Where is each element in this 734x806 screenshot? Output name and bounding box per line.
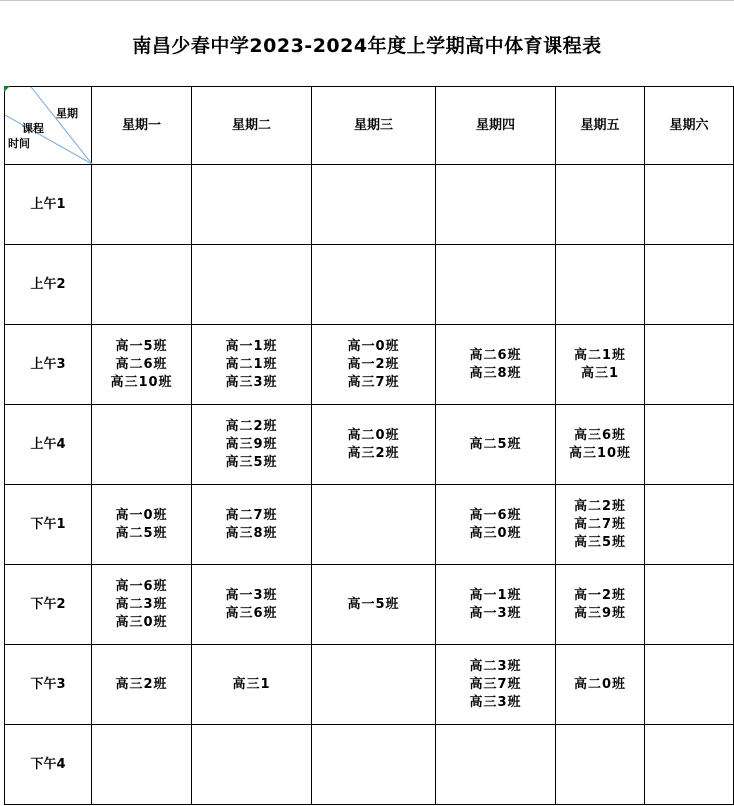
schedule-cell[interactable] bbox=[92, 645, 192, 725]
day-header-tuesday[interactable]: 星期二 bbox=[192, 87, 312, 165]
class-entry: 高二7班 bbox=[225, 507, 278, 523]
class-entry: 高二0班 bbox=[347, 427, 400, 443]
schedule-cell[interactable] bbox=[312, 325, 436, 405]
table-row bbox=[5, 485, 734, 565]
class-entry: 高一3班 bbox=[225, 587, 278, 603]
class-entry: 高二3班 bbox=[469, 658, 522, 674]
day-header-saturday[interactable]: 星期六 bbox=[645, 87, 734, 165]
day-header-monday[interactable]: 星期一 bbox=[92, 87, 192, 165]
schedule-cell[interactable] bbox=[556, 165, 645, 245]
schedule-cell[interactable] bbox=[645, 325, 734, 405]
class-entry: 高一2班 bbox=[347, 356, 400, 372]
class-entry: 高二1班 bbox=[573, 347, 627, 363]
class-entry: 高三0班 bbox=[469, 525, 522, 541]
schedule-cell[interactable] bbox=[92, 565, 192, 645]
schedule-cell[interactable] bbox=[436, 485, 556, 565]
table-row bbox=[5, 405, 734, 485]
class-entry: 高一0班 bbox=[347, 338, 400, 354]
schedule-cell[interactable] bbox=[645, 245, 734, 325]
time-slot-label[interactable]: 上午3 bbox=[5, 325, 92, 405]
class-entry: 高三8班 bbox=[225, 525, 278, 541]
class-entry: 高二0班 bbox=[573, 676, 627, 692]
schedule-cell[interactable] bbox=[436, 245, 556, 325]
class-entry: 高三0班 bbox=[115, 614, 168, 630]
class-entry: 高三10班 bbox=[110, 374, 173, 390]
table-row bbox=[5, 725, 734, 805]
day-header-wednesday[interactable]: 星期三 bbox=[312, 87, 436, 165]
class-entry: 高二6班 bbox=[469, 347, 522, 363]
schedule-cell[interactable] bbox=[556, 485, 645, 565]
class-entry: 高三10班 bbox=[568, 445, 632, 461]
schedule-cell[interactable] bbox=[556, 245, 645, 325]
schedule-cell[interactable] bbox=[192, 725, 312, 805]
class-entry: 高三5班 bbox=[225, 454, 278, 470]
time-slot-label[interactable]: 下午3 bbox=[5, 645, 92, 725]
day-header-friday[interactable]: 星期五 bbox=[556, 87, 645, 165]
class-entry: 高三6班 bbox=[225, 605, 278, 621]
schedule-cell[interactable] bbox=[436, 565, 556, 645]
class-entry: 高三9班 bbox=[225, 436, 278, 452]
schedule-cell[interactable] bbox=[92, 325, 192, 405]
schedule-cell[interactable] bbox=[312, 245, 436, 325]
corner-cell bbox=[5, 87, 92, 165]
corner-course-label: 课程 bbox=[22, 122, 44, 135]
schedule-cell[interactable] bbox=[556, 405, 645, 485]
class-entry: 高三8班 bbox=[469, 365, 522, 381]
schedule-cell[interactable] bbox=[556, 725, 645, 805]
time-slot-label[interactable]: 上午2 bbox=[5, 245, 92, 325]
schedule-cell[interactable] bbox=[192, 485, 312, 565]
class-entry: 高二2班 bbox=[573, 498, 627, 514]
schedule-cell[interactable] bbox=[92, 405, 192, 485]
schedule-cell[interactable] bbox=[92, 165, 192, 245]
class-entry: 高二6班 bbox=[115, 356, 168, 372]
schedule-cell[interactable] bbox=[436, 645, 556, 725]
schedule-cell[interactable] bbox=[192, 405, 312, 485]
time-slot-label[interactable]: 上午4 bbox=[5, 405, 92, 485]
active-cell-marker bbox=[4, 86, 10, 92]
schedule-cell[interactable] bbox=[92, 485, 192, 565]
class-entry: 高三7班 bbox=[469, 676, 522, 692]
corner-time-label: 时间 bbox=[8, 137, 30, 150]
schedule-cell[interactable] bbox=[312, 725, 436, 805]
schedule-body bbox=[5, 165, 734, 805]
schedule-cell[interactable] bbox=[92, 725, 192, 805]
corner-day-label: 星期 bbox=[56, 107, 78, 120]
schedule-cell[interactable] bbox=[645, 165, 734, 245]
class-entry: 高三3班 bbox=[469, 694, 522, 710]
class-entry: 高三5班 bbox=[573, 534, 627, 550]
class-entry: 高一2班 bbox=[573, 587, 627, 603]
schedule-cell[interactable] bbox=[556, 325, 645, 405]
class-entry: 高二5班 bbox=[115, 525, 168, 541]
day-header-thursday[interactable]: 星期四 bbox=[436, 87, 556, 165]
class-entry: 高二5班 bbox=[469, 436, 522, 452]
time-slot-label[interactable]: 下午4 bbox=[5, 725, 92, 805]
schedule-cell[interactable] bbox=[92, 245, 192, 325]
schedule-cell[interactable] bbox=[645, 645, 734, 725]
schedule-cell[interactable] bbox=[556, 645, 645, 725]
schedule-cell[interactable] bbox=[645, 485, 734, 565]
header-row bbox=[5, 87, 734, 165]
class-entry: 高三1 bbox=[580, 365, 620, 381]
class-entry: 高三3班 bbox=[225, 374, 278, 390]
table-row bbox=[5, 325, 734, 405]
schedule-cell[interactable] bbox=[436, 725, 556, 805]
time-slot-label[interactable]: 下午1 bbox=[5, 485, 92, 565]
table-row bbox=[5, 165, 734, 245]
schedule-cell[interactable] bbox=[645, 405, 734, 485]
class-entry: 高三2班 bbox=[115, 676, 168, 692]
class-entry: 高一6班 bbox=[115, 578, 168, 594]
page-title: 南昌少春中学2023-2024年度上学期高中体育课程表 bbox=[132, 35, 602, 57]
class-entry: 高一1班 bbox=[225, 338, 278, 354]
schedule-cell[interactable] bbox=[192, 325, 312, 405]
schedule-cell[interactable] bbox=[645, 565, 734, 645]
schedule-cell[interactable] bbox=[312, 565, 436, 645]
schedule-cell[interactable] bbox=[312, 165, 436, 245]
class-entry: 高二2班 bbox=[225, 418, 278, 434]
schedule-cell[interactable] bbox=[312, 485, 436, 565]
table-row bbox=[5, 245, 734, 325]
class-entry: 高三6班 bbox=[573, 427, 627, 443]
class-entry: 高一0班 bbox=[115, 507, 168, 523]
title-band bbox=[0, 0, 734, 86]
table-row bbox=[5, 645, 734, 725]
class-entry: 高二1班 bbox=[225, 356, 278, 372]
schedule-cell[interactable] bbox=[192, 645, 312, 725]
schedule-cell[interactable] bbox=[645, 725, 734, 805]
class-entry: 高一3班 bbox=[469, 605, 522, 621]
schedule-cell[interactable] bbox=[312, 405, 436, 485]
schedule-cell[interactable] bbox=[192, 165, 312, 245]
class-entry: 高二7班 bbox=[573, 516, 627, 532]
class-entry: 高三7班 bbox=[347, 374, 400, 390]
class-entry: 高一6班 bbox=[469, 507, 522, 523]
class-entry: 高一5班 bbox=[347, 596, 400, 612]
class-entry: 高三1 bbox=[232, 676, 271, 692]
schedule-cell[interactable] bbox=[192, 245, 312, 325]
schedule-cell[interactable] bbox=[436, 165, 556, 245]
class-entry: 高一1班 bbox=[469, 587, 522, 603]
schedule-cell[interactable] bbox=[192, 565, 312, 645]
class-entry: 高三9班 bbox=[573, 605, 627, 621]
class-entry: 高三2班 bbox=[347, 445, 400, 461]
schedule-cell[interactable] bbox=[312, 645, 436, 725]
class-entry: 高二3班 bbox=[115, 596, 168, 612]
schedule-cell[interactable] bbox=[436, 325, 556, 405]
schedule-cell[interactable] bbox=[436, 405, 556, 485]
schedule-cell[interactable] bbox=[556, 565, 645, 645]
table-row bbox=[5, 565, 734, 645]
time-slot-label[interactable]: 下午2 bbox=[5, 565, 92, 645]
schedule-table bbox=[4, 86, 734, 805]
time-slot-label[interactable]: 上午1 bbox=[5, 165, 92, 245]
class-entry: 高一5班 bbox=[115, 338, 168, 354]
